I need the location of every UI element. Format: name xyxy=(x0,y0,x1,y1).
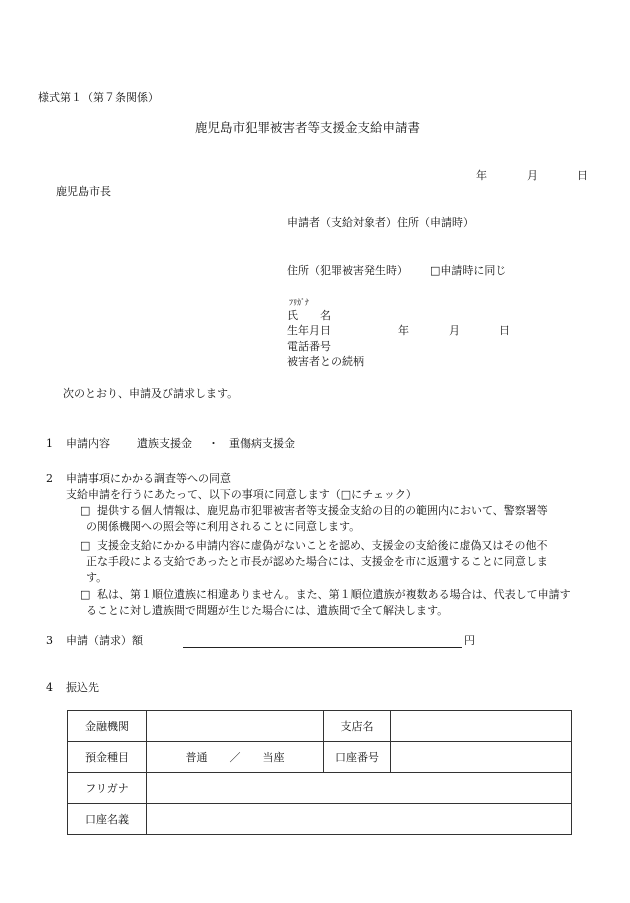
table-row xyxy=(68,742,572,773)
option-separator: ・ xyxy=(208,437,219,450)
consent-text: の関係機関への照会等に利用されることに同意します。 xyxy=(86,520,361,533)
account-holder-kana-cell[interactable] xyxy=(147,773,572,804)
consent-text: 正な手段による支給であったと市長が認めた場合には、支援金を市に返還することに同意しま xyxy=(86,555,548,568)
account-number-label: 口座番号 xyxy=(324,742,391,773)
crime-address-label: 住所（犯罪被害発生時） xyxy=(287,264,408,277)
account-number-cell[interactable] xyxy=(391,742,572,773)
consent-lead: 支給申請を行うにあたって、以下の事項に同意します（□にチェック） xyxy=(66,488,417,501)
consent-checkbox[interactable]: □ xyxy=(80,539,91,552)
bank-label: 金融機関 xyxy=(68,711,147,742)
consent-text: 支援金支給にかかる申請内容に虚偽がないことを認め、支援金の支給後に虚偽又はその他不 xyxy=(97,539,548,552)
section-1-label: 申請内容 xyxy=(66,437,110,450)
account-type-options[interactable]: 普通 ／ 当座 xyxy=(147,742,324,773)
intro-text: 次のとおり、申請及び請求します。 xyxy=(63,387,239,400)
option-bereaved-support[interactable]: 遺族支援金 xyxy=(137,437,192,450)
date-day-label: 日 xyxy=(577,169,588,182)
consent-text: ることに対し遺族間で問題が生じた場合には、遺族間で全て解決します。 xyxy=(86,604,449,617)
section-2-label: 申請事項にかかる調査等への同意 xyxy=(66,472,231,485)
amount-unit: 円 xyxy=(464,634,475,647)
section-3-number: 3 xyxy=(46,634,53,647)
consent-text: す。 xyxy=(86,571,108,584)
page-title: 鹿児島市犯罪被害者等支援金支給申請書 xyxy=(195,120,421,135)
table-row xyxy=(68,773,572,804)
same-as-applicant-checkbox[interactable]: □申請時に同じ xyxy=(430,264,507,277)
furigana-row-label: フリガナ xyxy=(68,773,147,804)
date-month-label: 月 xyxy=(527,169,538,182)
consent-text: 私は、第１順位遺族に相違ありません。また、第１順位遺族が複数ある場合は、代表して申請す xyxy=(97,588,571,601)
birthdate-month-label: 月 xyxy=(449,324,460,337)
consent-checkbox[interactable]: □ xyxy=(80,588,91,601)
branch-label: 支店名 xyxy=(324,711,391,742)
birthdate-day-label: 日 xyxy=(499,324,510,337)
section-4-label: 振込先 xyxy=(66,681,99,694)
section-1-number: 1 xyxy=(46,437,53,450)
consent-text: 提供する個人情報は、鹿児島市犯罪被害者等支援金支給の目的の範囲内において、警察署等 xyxy=(97,504,548,517)
birthdate-year-label: 年 xyxy=(398,324,409,337)
consent-checkbox[interactable]: □ xyxy=(80,504,91,517)
table-row xyxy=(68,804,572,835)
account-holder-cell[interactable] xyxy=(147,804,572,835)
option-serious-injury-support[interactable]: 重傷病支援金 xyxy=(229,437,295,450)
applicant-address-label: 申請者（支給対象者）住所（申請時） xyxy=(287,216,474,229)
section-3-label: 申請（請求）額 xyxy=(66,634,143,647)
phone-label: 電話番号 xyxy=(287,340,331,353)
furigana-label: ﾌﾘｶﾞﾅ xyxy=(289,298,309,307)
relationship-label: 被害者との続柄 xyxy=(287,355,364,368)
bank-name-cell[interactable] xyxy=(147,711,324,742)
addressee: 鹿児島市長 xyxy=(56,185,111,198)
account-type-label: 預金種目 xyxy=(68,742,147,773)
birthdate-label: 生年月日 xyxy=(287,324,331,337)
amount-input-line[interactable] xyxy=(183,647,462,648)
account-holder-label: 口座名義 xyxy=(68,804,147,835)
date-year-label: 年 xyxy=(476,169,487,182)
section-4-number: 4 xyxy=(46,681,53,694)
name-label: 氏 名 xyxy=(287,309,331,322)
branch-name-cell[interactable] xyxy=(391,711,572,742)
bank-account-table xyxy=(67,710,572,835)
section-2-number: 2 xyxy=(46,472,53,485)
form-number: 様式第１（第７条関係） xyxy=(38,91,159,104)
table-row xyxy=(68,711,572,742)
